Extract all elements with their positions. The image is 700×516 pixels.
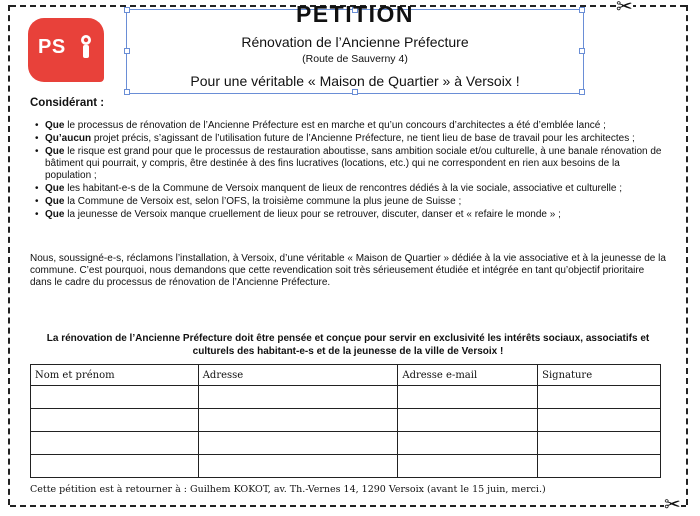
return-instructions: Cette pétition est à retourner à : Guilhem KOKOT, av. Th.-Vernes 14, 1290 Versoix (avant le 15 juin, merci.): [30, 484, 546, 495]
signature-cell[interactable]: [538, 409, 661, 432]
email-cell[interactable]: [398, 386, 538, 409]
point-lead: Que: [45, 183, 65, 194]
point-lead: Qu’aucun: [45, 133, 92, 144]
column-header-address: Adresse: [198, 365, 398, 386]
resize-handle-s[interactable]: [352, 89, 358, 95]
resize-handle-sw[interactable]: [124, 89, 130, 95]
point-text: projet précis, s’agissant de l’utilisation future de l’Ancienne Préfecture, ne tient lieu de base de travail pour les architectes ;: [91, 133, 635, 144]
cut-line-right: [686, 5, 688, 505]
email-cell[interactable]: [398, 432, 538, 455]
table-row: [31, 432, 661, 455]
petition-address: (Route de Sauverny 4): [302, 53, 408, 65]
point-lead: Que: [45, 209, 65, 220]
list-item: [35, 183, 667, 195]
table-row: [31, 455, 661, 478]
considerant-heading: Considérant :: [30, 97, 105, 109]
point-lead: Que: [45, 196, 65, 207]
table-row: [31, 409, 661, 432]
list-item: [35, 209, 667, 221]
considerant-list: [35, 120, 667, 222]
name-cell[interactable]: [31, 386, 199, 409]
point-text: le processus de rénovation de l’Ancienne Préfecture est en marche et qu’un concours d’architectes a été d’emblée lancé ;: [64, 120, 606, 131]
fist-rose-icon: [78, 34, 94, 60]
name-cell[interactable]: [31, 432, 199, 455]
logo-text: PS: [38, 36, 66, 58]
point-text: la jeunesse de Versoix manque cruellement de lieux pour se retrouver, discuter, danser et « refaire le monde » ;: [64, 209, 561, 220]
petition-title: PETITION: [295, 1, 415, 27]
point-lead: Que: [45, 146, 65, 157]
column-header-name: Nom et prénom: [31, 365, 199, 386]
address-cell[interactable]: [198, 409, 398, 432]
demand-paragraph: Nous, soussigné-e-s, réclamons l’installation, à Versoix, d’une véritable « Maison de Quartier » dédiée à la vie associative et à la jeunesse de la commune. C’est pourquoi, nous demandons que cette revendication soit très sérieusement étudiée et intégrée en tant qu’objectif prioritaire dans le cadre du processus de rénovation de l’Ancienne Préfecture.: [30, 253, 666, 288]
emphasis-statement: La rénovation de l’Ancienne Préfecture doit être pensée et conçue pour servir en exclusivité les intérêts sociaux, associatifs et culturels des habitant-e-s et de la jeunesse de la ville de Versoix !: [46, 333, 650, 357]
point-lead: Que: [45, 120, 65, 131]
table-row: [31, 386, 661, 409]
list-item: [35, 146, 667, 182]
petition-subtitle: Rénovation de l’Ancienne Préfecture: [241, 34, 469, 50]
petition-tagline: Pour une véritable « Maison de Quartier » à Versoix !: [190, 73, 520, 89]
point-text: le risque est grand pour que le processus de restauration aboutisse, sans ambition sociale et/ou culturelle, à une banale rénovation de bâtiment qui pourrait, y compris, être destinée à des fins lucratives (locations, etc.) qui ne correspondent en rien aux besoins de la population ;: [45, 146, 662, 181]
address-cell[interactable]: [198, 386, 398, 409]
column-header-email: Adresse e-mail: [398, 365, 538, 386]
name-cell[interactable]: [31, 409, 199, 432]
resize-handle-se[interactable]: [579, 89, 585, 95]
cut-line-left: [8, 5, 10, 505]
email-cell[interactable]: [398, 409, 538, 432]
column-header-signature: Signature: [538, 365, 661, 386]
scissors-icon: ✂: [664, 492, 681, 516]
signature-table: [30, 364, 661, 478]
list-item: [35, 120, 667, 132]
list-item: [35, 196, 667, 208]
address-cell[interactable]: [198, 432, 398, 455]
signature-cell[interactable]: [538, 455, 661, 478]
signature-cell[interactable]: [538, 432, 661, 455]
cut-line-bottom: [10, 505, 686, 507]
email-cell[interactable]: [398, 455, 538, 478]
address-cell[interactable]: [198, 455, 398, 478]
table-header-row: [31, 365, 661, 386]
scissors-icon: ✂: [616, 0, 633, 16]
point-text: les habitant-e-s de la Commune de Versoix manquent de lieux de rencontres dédiés à la vie sociale, associative et culturelle ;: [64, 183, 622, 194]
name-cell[interactable]: [31, 455, 199, 478]
point-text: la Commune de Versoix est, selon l’OFS, la troisième commune la plus jeune de Suisse ;: [64, 196, 462, 207]
signature-cell[interactable]: [538, 386, 661, 409]
list-item: [35, 133, 667, 145]
ps-logo: [28, 18, 104, 82]
